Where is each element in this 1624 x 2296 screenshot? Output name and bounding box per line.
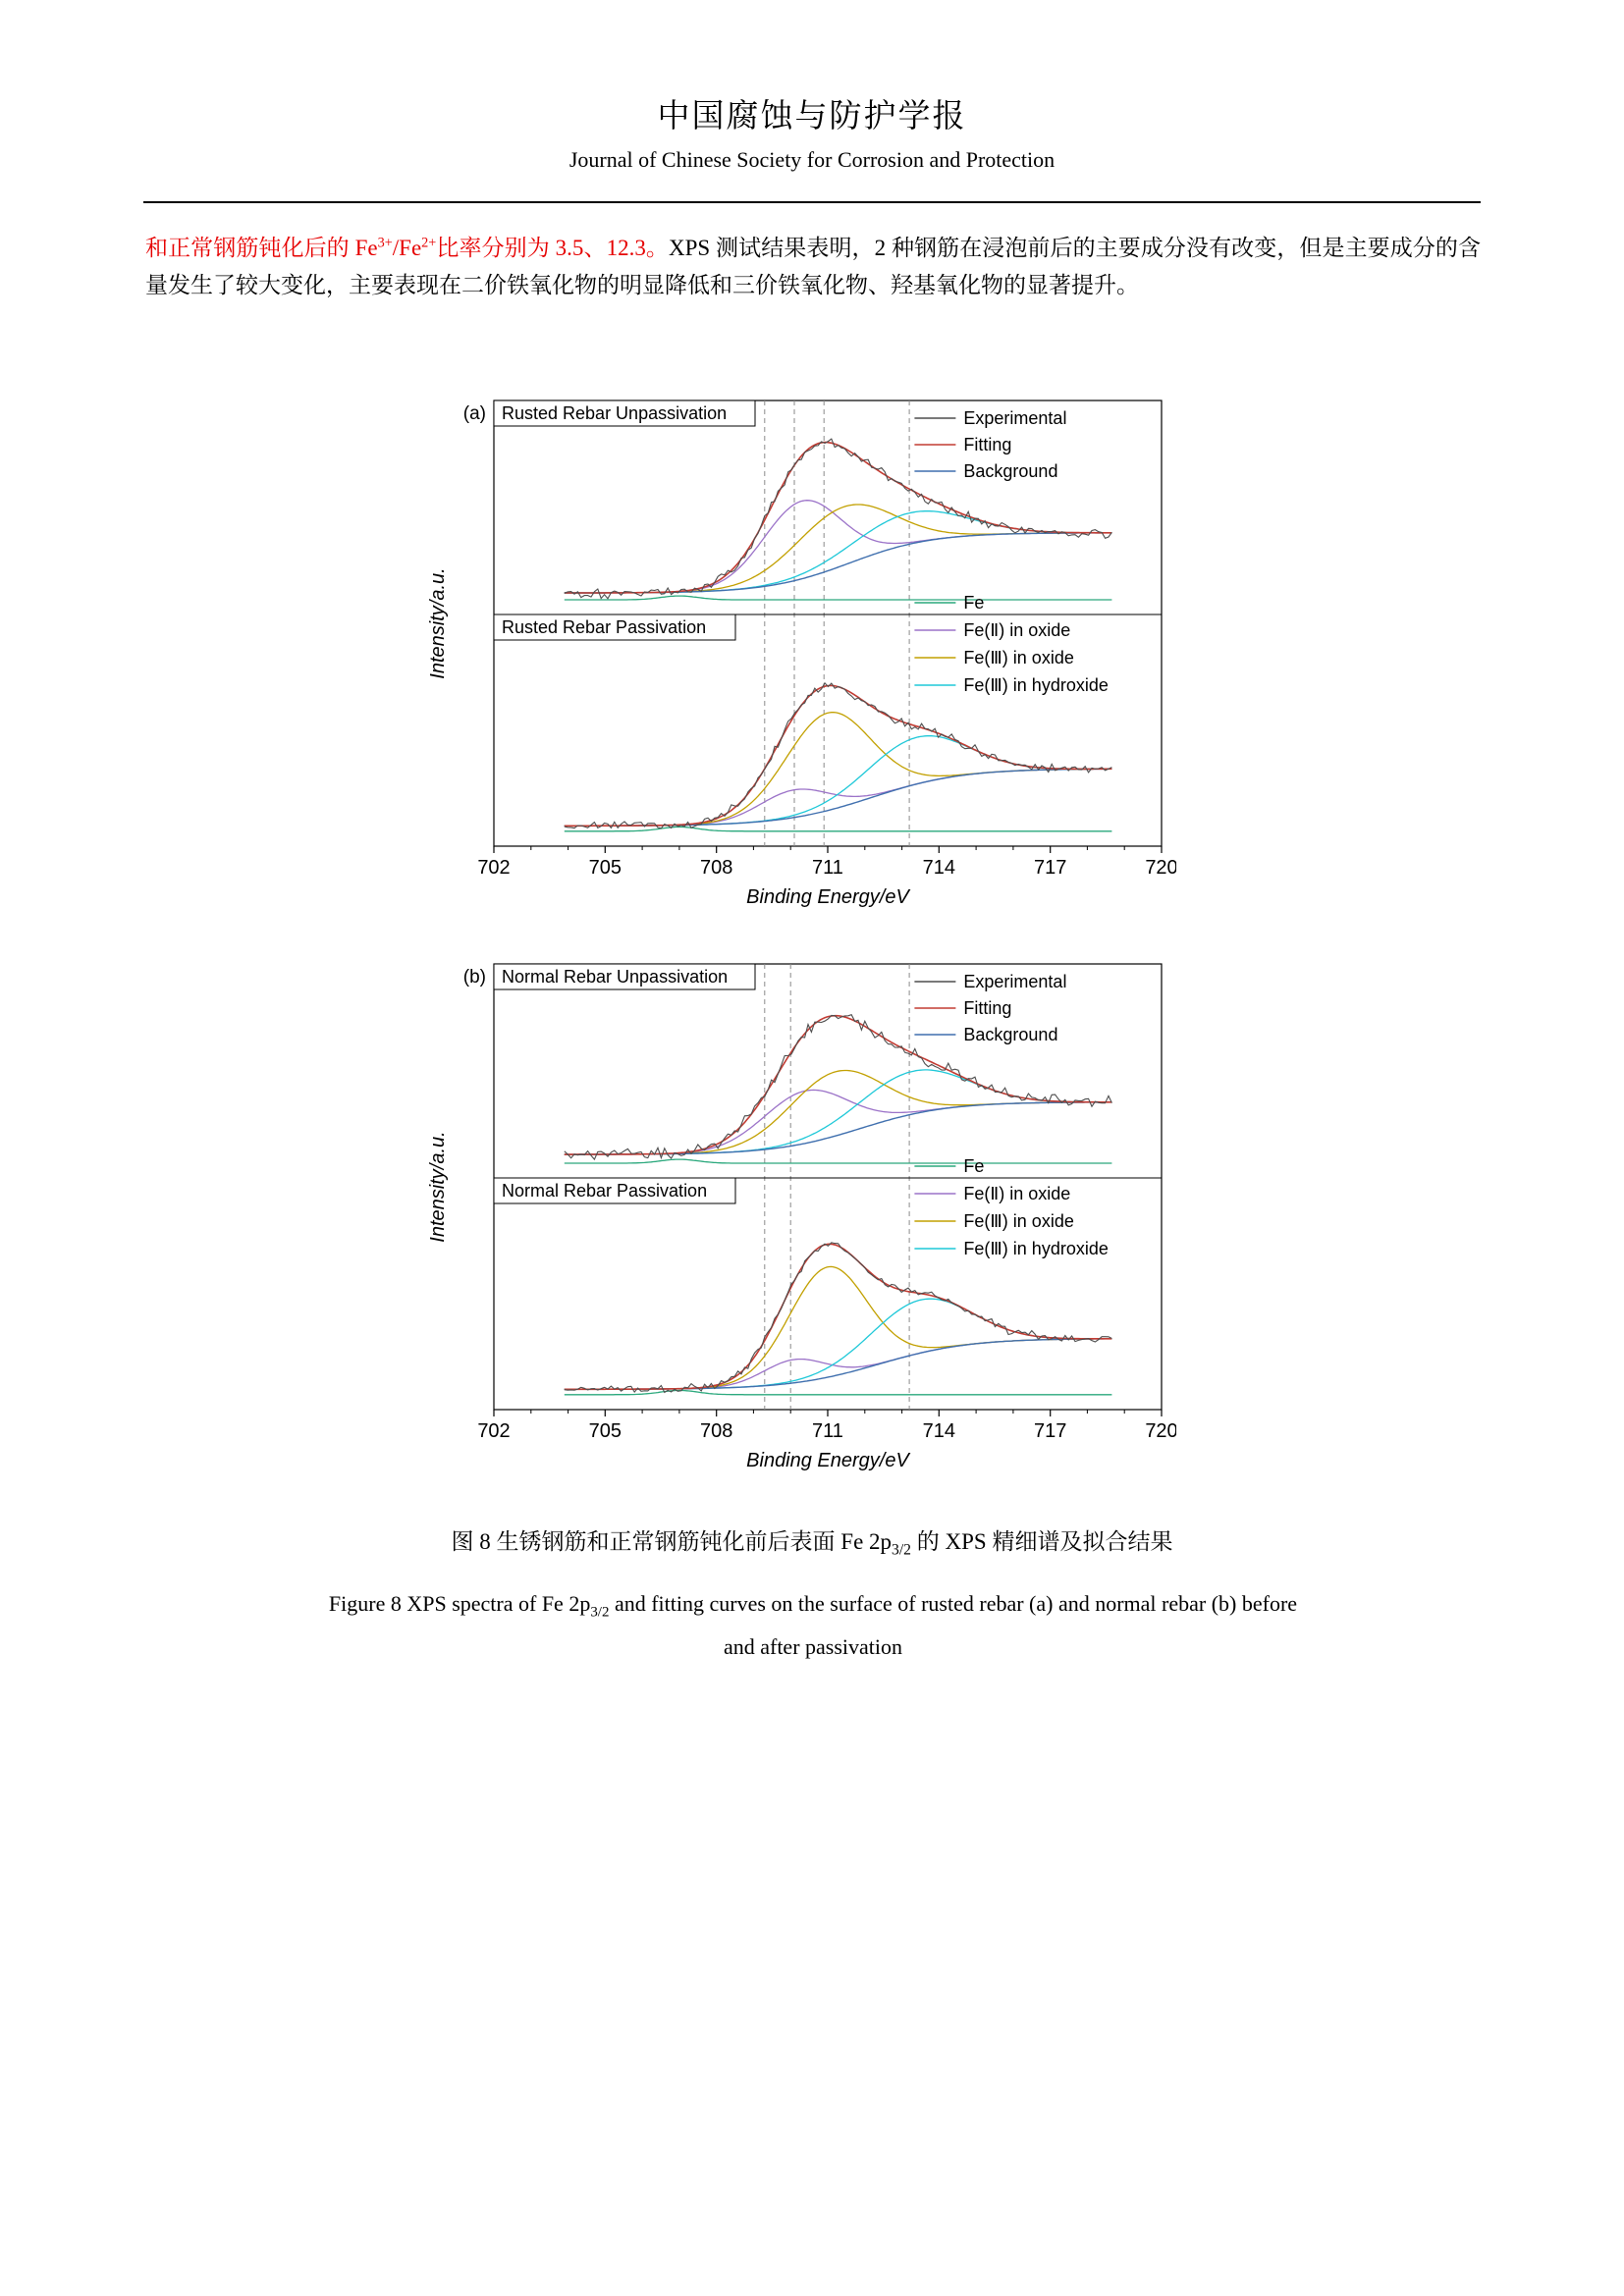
figure-b xyxy=(410,954,1176,1489)
header-rule xyxy=(143,201,1481,203)
journal-title-en: Journal of Chinese Society for Corrosion and Protection xyxy=(568,147,1056,172)
panel-label: Normal Rebar Unpassivation xyxy=(502,967,729,987)
figure-tag: (a) xyxy=(462,403,486,424)
figure-a xyxy=(410,391,1176,926)
body-paragraph xyxy=(145,230,1481,304)
x-tick-label: 717 xyxy=(1034,1420,1067,1442)
x-tick-label: 708 xyxy=(700,857,733,879)
caption-en-subscript: 3/2 xyxy=(590,1604,610,1621)
panel-label: Rusted Rebar Passivation xyxy=(502,617,707,637)
legend-label: Fe(Ⅱ) in oxide xyxy=(963,1184,1071,1203)
caption-en-part2: and fitting curves on the surface of rusted rebar (a) and normal rebar (b) before xyxy=(609,1591,1298,1616)
journal-title-zh: 中国腐蚀与防护学报 xyxy=(657,99,967,134)
x-tick-label: 705 xyxy=(588,857,622,879)
red-text-part2: /Fe xyxy=(392,236,422,260)
red-text-part1: 和正常钢筋钝化后的 Fe xyxy=(145,236,378,260)
x-tick-label: 711 xyxy=(812,857,843,879)
body-text-black: XPS 测试结果表明，2 种钢筋在浸泡前后的主要成分没有改变，但是主要成分的含量发生了较大变化，主要表现在二价铁氧化物的明显降低和三价铁氧化物、羟基氧化物的显著提升。 xyxy=(145,236,1482,297)
legend-label: Fitting xyxy=(963,435,1012,454)
highlight-red-text xyxy=(145,236,669,260)
legend-label: Background xyxy=(963,461,1058,481)
legend-label: Background xyxy=(963,1025,1058,1044)
caption-zh-part1: 图 8 生锈钢筋和正常钢筋钝化前后表面 Fe 2p xyxy=(451,1529,893,1554)
x-tick-label: 714 xyxy=(922,1420,955,1442)
caption-zh-subscript: 3/2 xyxy=(892,1541,911,1559)
legend-label: Fe(Ⅲ) in hydroxide xyxy=(963,675,1109,695)
x-tick-label: 702 xyxy=(477,1420,511,1442)
y-axis-title: Intensity/a.u. xyxy=(427,567,449,679)
red-text-part3: 比率分别为 3.5、12.3。 xyxy=(436,236,669,260)
x-tick-label: 714 xyxy=(922,857,955,879)
x-tick-label: 720 xyxy=(1145,857,1176,879)
legend-label: Fe(Ⅲ) in hydroxide xyxy=(963,1239,1109,1258)
legend-label: Fe(Ⅱ) in oxide xyxy=(963,620,1071,640)
caption-en-part1: Figure 8 XPS spectra of Fe 2p xyxy=(328,1591,591,1616)
legend-label: Fe xyxy=(963,593,985,613)
x-tick-label: 705 xyxy=(588,1420,622,1442)
x-axis-title: Binding Energy/eV xyxy=(746,886,909,908)
legend-label: Fe(Ⅲ) in oxide xyxy=(963,1211,1074,1231)
legend-label: Experimental xyxy=(963,972,1067,991)
figure-caption-zh xyxy=(0,1523,1624,1559)
fe3-plus-superscript: 3+ xyxy=(377,235,393,251)
figure-tag: (b) xyxy=(462,967,486,988)
caption-zh-part2: 的 XPS 精细谱及拟合结果 xyxy=(911,1529,1173,1554)
panel-label: Normal Rebar Passivation xyxy=(502,1181,708,1201)
legend-label: Fe xyxy=(963,1156,985,1176)
y-axis-title: Intensity/a.u. xyxy=(427,1131,449,1243)
figure-caption-en xyxy=(145,1582,1481,1669)
x-tick-label: 717 xyxy=(1034,857,1067,879)
fe2-plus-superscript: 2+ xyxy=(421,235,437,251)
legend-label: Fe(Ⅲ) in oxide xyxy=(963,648,1074,667)
figure-a-chart xyxy=(410,391,1176,921)
figure-b-chart xyxy=(410,954,1176,1484)
x-tick-label: 711 xyxy=(812,1420,843,1442)
x-axis-title: Binding Energy/eV xyxy=(746,1450,909,1471)
panel-label: Rusted Rebar Unpassivation xyxy=(502,403,728,423)
legend-label: Fitting xyxy=(963,998,1012,1018)
x-tick-label: 720 xyxy=(1145,1420,1176,1442)
x-tick-label: 702 xyxy=(477,857,511,879)
caption-en-line1 xyxy=(145,1582,1481,1626)
caption-en-line2: and after passivation xyxy=(723,1634,903,1659)
x-tick-label: 708 xyxy=(700,1420,733,1442)
legend-label: Experimental xyxy=(963,408,1067,428)
